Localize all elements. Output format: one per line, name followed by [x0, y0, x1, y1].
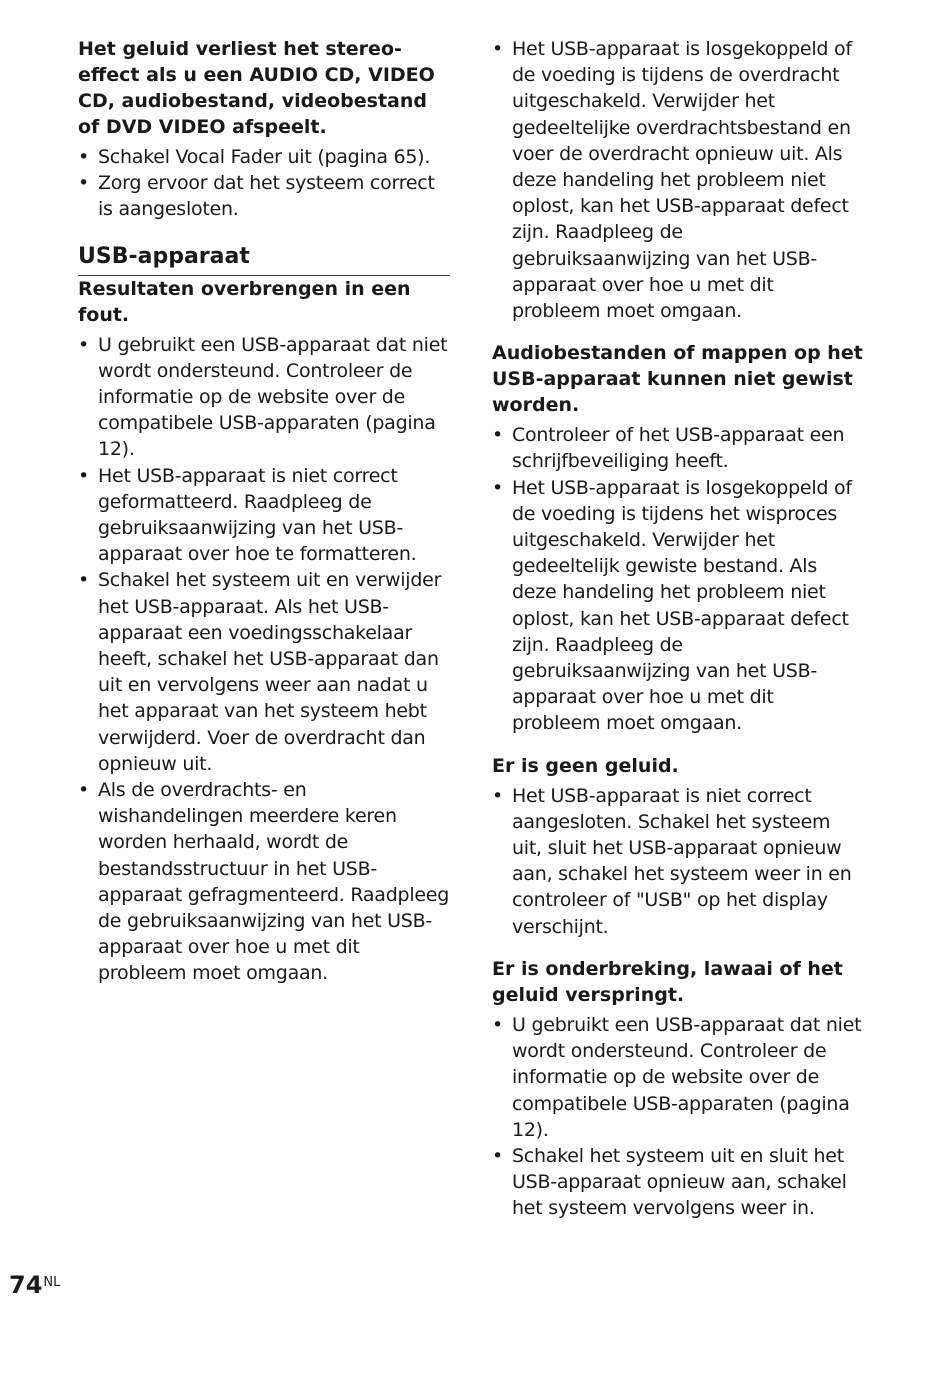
- no-sound-list: [492, 783, 864, 940]
- bullet-icon: •: [78, 569, 89, 592]
- noise-heading: Er is onderbreking, lawaai of het geluid verspringt.: [492, 957, 843, 1006]
- noise-block: [492, 956, 864, 1222]
- bullet-icon: •: [78, 464, 89, 487]
- erase-error-list: [492, 422, 864, 736]
- list-item: • Het USB-apparaat is losgekoppeld of de voeding is tijdens de overdracht uitgeschakeld. Verwijder het gedeeltelijke overdrachtsbestand en voer de overdracht opnieuw uit. Als deze handeling het probleem niet oplost, kan het USB-apparaat defect zijn. Raadpleeg de gebruiksaanwijzing van het USB-apparaat over hoe u met dit probleem moet omgaan.: [492, 38, 852, 323]
- noise-list: [492, 1012, 864, 1222]
- bullet-icon: •: [492, 38, 503, 60]
- bullet-icon: •: [492, 1013, 503, 1036]
- stereo-effect-heading: Het geluid verliest het stereo-effect als u een AUDIO CD, VIDEO CD, audiobestand, videobestand of DVD VIDEO afspeelt.: [78, 38, 435, 138]
- bullet-icon: •: [492, 424, 503, 447]
- page-number: [9, 1270, 60, 1300]
- transfer-error-heading: Resultaten overbrengen in een fout.: [78, 277, 411, 326]
- bullet-icon: •: [78, 333, 89, 356]
- list-item: • Het USB-apparaat is niet correct geformatteerd. Raadpleeg de gebruiksaanwijzing van het USB-apparaat over hoe te formatteren.: [78, 464, 417, 566]
- erase-error-block: [492, 340, 864, 736]
- bullet-icon: •: [78, 146, 89, 168]
- page-number-value: 74: [9, 1271, 43, 1299]
- bullet-icon: •: [78, 172, 89, 195]
- bullet-icon: •: [492, 476, 503, 499]
- stereo-effect-block: [78, 36, 450, 223]
- list-item: • Zorg ervoor dat het systeem correct is aangesloten.: [78, 172, 435, 221]
- right-column: [492, 36, 864, 1222]
- bullet-icon: •: [492, 1144, 503, 1167]
- list-item: • U gebruikt een USB-apparaat dat niet wordt ondersteund. Controleer de informatie op de website over de compatibele USB-apparaten (pagina 12).: [78, 333, 448, 461]
- transfer-error-list: [78, 332, 450, 987]
- transfer-continued-list: [492, 36, 864, 324]
- list-item: • U gebruikt een USB-apparaat dat niet wordt ondersteund. Controleer de informatie op de website over de compatibele USB-apparaten (pagina 12).: [492, 1013, 862, 1141]
- page-language-code: NL: [43, 1275, 61, 1290]
- list-item: • Controleer of het USB-apparaat een schrijfbeveiliging heeft.: [492, 424, 845, 473]
- no-sound-heading: Er is geen geluid.: [492, 754, 679, 777]
- list-item: • Schakel Vocal Fader uit (pagina 65).: [78, 144, 450, 170]
- list-item: • Als de overdrachts- en wishandelingen meerdere keren worden herhaald, wordt de bestandsstructuur in het USB-apparaat gefragmenteerd. Raadpleeg de gebruiksaanwijzing van het USB-apparaat over hoe u met dit probleem moet omgaan.: [78, 779, 450, 985]
- no-sound-block: [492, 753, 864, 940]
- transfer-error-block: [78, 276, 450, 987]
- transfer-continued-block: [492, 36, 864, 324]
- stereo-effect-list: [78, 144, 450, 223]
- erase-error-heading: Audiobestanden of mappen op het USB-apparaat kunnen niet gewist worden.: [492, 342, 863, 417]
- list-item: • Het USB-apparaat is niet correct aangesloten. Schakel het systeem uit, sluit het USB-apparaat opnieuw aan, schakel het systeem weer in en controleer of "USB" op het display verschijnt.: [492, 784, 852, 938]
- left-column: [78, 36, 450, 987]
- section-title: USB-apparaat: [78, 243, 450, 276]
- bullet-icon: •: [492, 784, 503, 807]
- list-item: • Het USB-apparaat is losgekoppeld of de voeding is tijdens het wisproces uitgeschakeld. Verwijder het gedeeltelijk gewiste bestand. Als deze handeling het probleem niet oplost, kan het USB-apparaat defect zijn. Raadpleeg de gebruiksaanwijzing van het USB-apparaat over hoe u met dit probleem moet omgaan.: [492, 476, 852, 735]
- list-item: • Schakel het systeem uit en sluit het USB-apparaat opnieuw aan, schakel het systeem vervolgens weer in.: [492, 1144, 847, 1220]
- list-item: • Schakel het systeem uit en verwijder het USB-apparaat. Als het USB-apparaat een voedingsschakelaar heeft, schakel het USB-apparaat dan uit en vervolgens weer aan nadat u het apparaat van het systeem hebt verwijderd. Voer de overdracht dan opnieuw uit.: [78, 569, 442, 775]
- bullet-icon: •: [78, 779, 89, 802]
